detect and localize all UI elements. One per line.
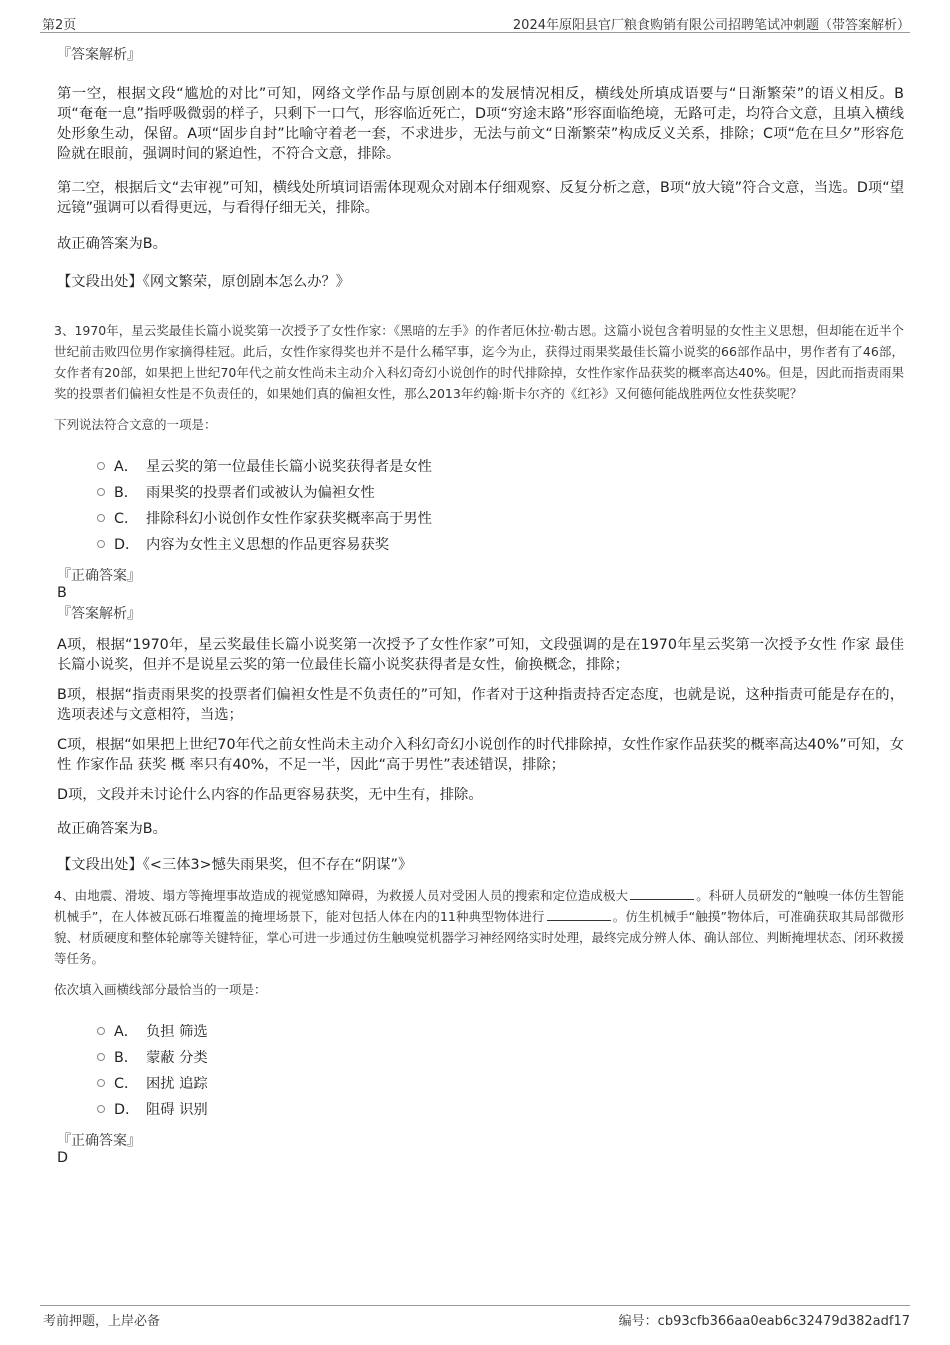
page-content: [54, 44, 905, 1166]
option-a[interactable]: [97, 453, 904, 479]
radio-icon[interactable]: [97, 1105, 105, 1113]
section-q2-analysis: [57, 44, 904, 292]
analysis-option-b: B项，根据“指责雨果奖的投票者们偏袒女性是不负责任的”可知，作者对于这种指责持否定态度，也就是说，这种指责可能是存在的，选项表述与文意相符，当选；: [57, 687, 904, 723]
document-id: 编号：cb93cfb366aa0eab6c32479d382adf17: [618, 1314, 910, 1329]
radio-icon[interactable]: [97, 1053, 105, 1061]
correct-answer-label: 『正确答案』: [57, 568, 141, 584]
question-4: [54, 885, 905, 1166]
question-3-prompt: 下列说法符合文意的一项是：: [54, 417, 217, 432]
radio-icon[interactable]: [97, 540, 105, 548]
radio-icon[interactable]: [97, 462, 105, 470]
option-text: 星云奖的第一位最佳长篇小说奖获得者是女性: [146, 459, 432, 475]
analysis-option-d: D项，文段并未讨论什么内容的作品更容易获奖，无中生有，排除。: [57, 787, 483, 803]
option-letter: D．: [114, 1102, 140, 1118]
correct-answer-label: 『正确答案』: [57, 1133, 141, 1149]
option-text: 内容为女性主义思想的作品更容易获奖: [146, 537, 390, 553]
question-3: [54, 320, 904, 875]
option-b[interactable]: [97, 1044, 904, 1070]
radio-icon[interactable]: [97, 488, 105, 496]
option-text: 排除科幻小说创作女性作家获奖概率高于男性: [146, 511, 432, 527]
option-text: 负担 筛选: [146, 1024, 208, 1040]
option-d[interactable]: [97, 531, 904, 557]
option-letter: D．: [114, 537, 140, 553]
page-number: 第2页: [42, 18, 77, 33]
question-4-text-part-1: 4、由地震、滑坡、塌方等掩埋事故造成的视觉感知障碍，为救援人员对受困人员的搜索和定位造成极大: [54, 888, 629, 903]
option-c[interactable]: [97, 1070, 904, 1096]
option-letter: A．: [114, 1024, 139, 1040]
question-4-text: [54, 885, 904, 969]
radio-icon[interactable]: [97, 1027, 105, 1035]
analysis-option-a: A项，根据“1970年，星云奖最佳长篇小说奖第一次授予了女性作家”可知，文段强调的是在1970年星云奖第一次授予女性 作家 最佳长篇小说奖，但并不是说星云奖的第一位最佳长篇小说奖获得者是女性，偷换概念，排除；: [57, 637, 904, 673]
option-letter: B．: [114, 485, 139, 501]
question-4-text-part-2: 。科研人员研发的“触嗅一体仿生智能机械手”，在人体被瓦砾石堆覆盖的掩埋场景下，能对包括人体在内的11种典型物体进行: [54, 888, 904, 924]
option-letter: C．: [114, 511, 139, 527]
option-text: 困扰 追踪: [146, 1076, 208, 1092]
option-b[interactable]: [97, 479, 904, 505]
option-d[interactable]: [97, 1096, 904, 1122]
analysis-option-c: C项，根据“如果把上世纪70年代之前女性尚未主动介入科幻奇幻小说创作的时代排除掉，女性作家作品获奖的概率高达40%”可知，女性 作家作品 获奖 概 率只有40%，不足一半，因此“高于男性”表述错误，排除；: [57, 737, 904, 773]
analysis-paragraph-2: 第二空，根据后文“去审视”可知，横线处所填词语需体现观众对剧本仔细观察、反复分析之意，B项“放大镜”符合文意，当选。D项“望远镜”强调可以看得更远，与看得仔细无关，排除。: [57, 180, 904, 216]
radio-icon[interactable]: [97, 1079, 105, 1087]
option-text: 雨果奖的投票者们或被认为偏袒女性: [146, 485, 375, 501]
analysis-conclusion: 故正确答案为B。: [57, 236, 167, 252]
option-a[interactable]: [97, 1018, 904, 1044]
fill-blank-2: [547, 908, 611, 921]
radio-icon[interactable]: [97, 514, 105, 522]
question-4-text-part-3: 。仿生机械手“触摸”物体后，可准确获取其局部微形貌、材质硬度和整体轮廓等关键特征，掌心可进一步通过仿生触嗅觉机器学习神经网络实时处理，最终完成分辨人体、确认部位、判断掩埋状态、闭环救援等任务。: [54, 909, 905, 966]
question-3-text: 3、1970年，星云奖最佳长篇小说奖第一次授予了女性作家：《黑暗的左手》的作者厄休拉·勒古恩。这篇小说包含着明显的女性主义思想，但却能在近半个世纪前击败四位男作家摘得桂冠。此后，女性作家得奖也并不是什么稀罕事，迄今为止，获得过雨果奖最佳长篇小说奖的66部作品中，男作者有了46部，女作者有20部，如果把上世纪70年代之前女性尚未主动介入科幻奇幻小说创作的时代排除掉，女性作家作品获奖的概率高达40%。但是，因此而指责雨果奖的投票者们偏袒女性是不负责任的，如果她们真的偏袒女性，那么2013年约翰·斯卡尔齐的《红衫》又何德何能战胜两位女性获奖呢？: [54, 323, 904, 401]
analysis-conclusion: 故正确答案为B。: [57, 821, 167, 837]
option-text: 阻碍 识别: [146, 1102, 208, 1118]
question-4-options: [97, 1018, 904, 1122]
option-letter: B．: [114, 1050, 139, 1066]
analysis-label: 『答案解析』: [57, 47, 141, 63]
footer-slogan: 考前押题，上岸必备: [43, 1314, 161, 1329]
option-c[interactable]: [97, 505, 904, 531]
correct-answer: B: [57, 585, 67, 601]
page-header: [40, 14, 910, 33]
source-citation: 【文段出处】《网文繁荣，原创剧本怎么办？》: [57, 274, 351, 290]
document-title: 2024年原阳县官厂粮食购销有限公司招聘笔试冲刺题（带答案解析）: [512, 18, 910, 33]
option-letter: C．: [114, 1076, 139, 1092]
analysis-label: 『答案解析』: [57, 606, 141, 622]
option-text: 蒙蔽 分类: [146, 1050, 208, 1066]
analysis-paragraph-1: 第一空，根据文段“尴尬的对比”可知，网络文学作品与原创剧本的发展情况相反，横线处所填成语要与“日渐繁荣”的语义相反。B项“奄奄一息”指呼吸微弱的样子，只剩下一口气，形容临近死亡，D项“穷途末路”形容面临绝境，无路可走，均符合文意，且填入横线处形象生动，保留。A项“固步自封”比喻守着老一套，不求进步，无法与前文“日渐繁荣”构成反义关系，排除；C项“危在旦夕”形容危险就在眼前，强调时间的紧迫性，不符合文意，排除。: [57, 86, 904, 162]
page-footer: [40, 1305, 910, 1329]
option-letter: A．: [114, 459, 139, 475]
correct-answer: D: [57, 1150, 69, 1166]
source-citation: 【文段出处】《<三体3>憾失雨果奖，但不存在“阴谋”》: [57, 857, 413, 873]
question-4-prompt: 依次填入画横线部分最恰当的一项是：: [54, 982, 267, 997]
question-3-options: [97, 453, 904, 557]
fill-blank-1: [630, 887, 694, 900]
